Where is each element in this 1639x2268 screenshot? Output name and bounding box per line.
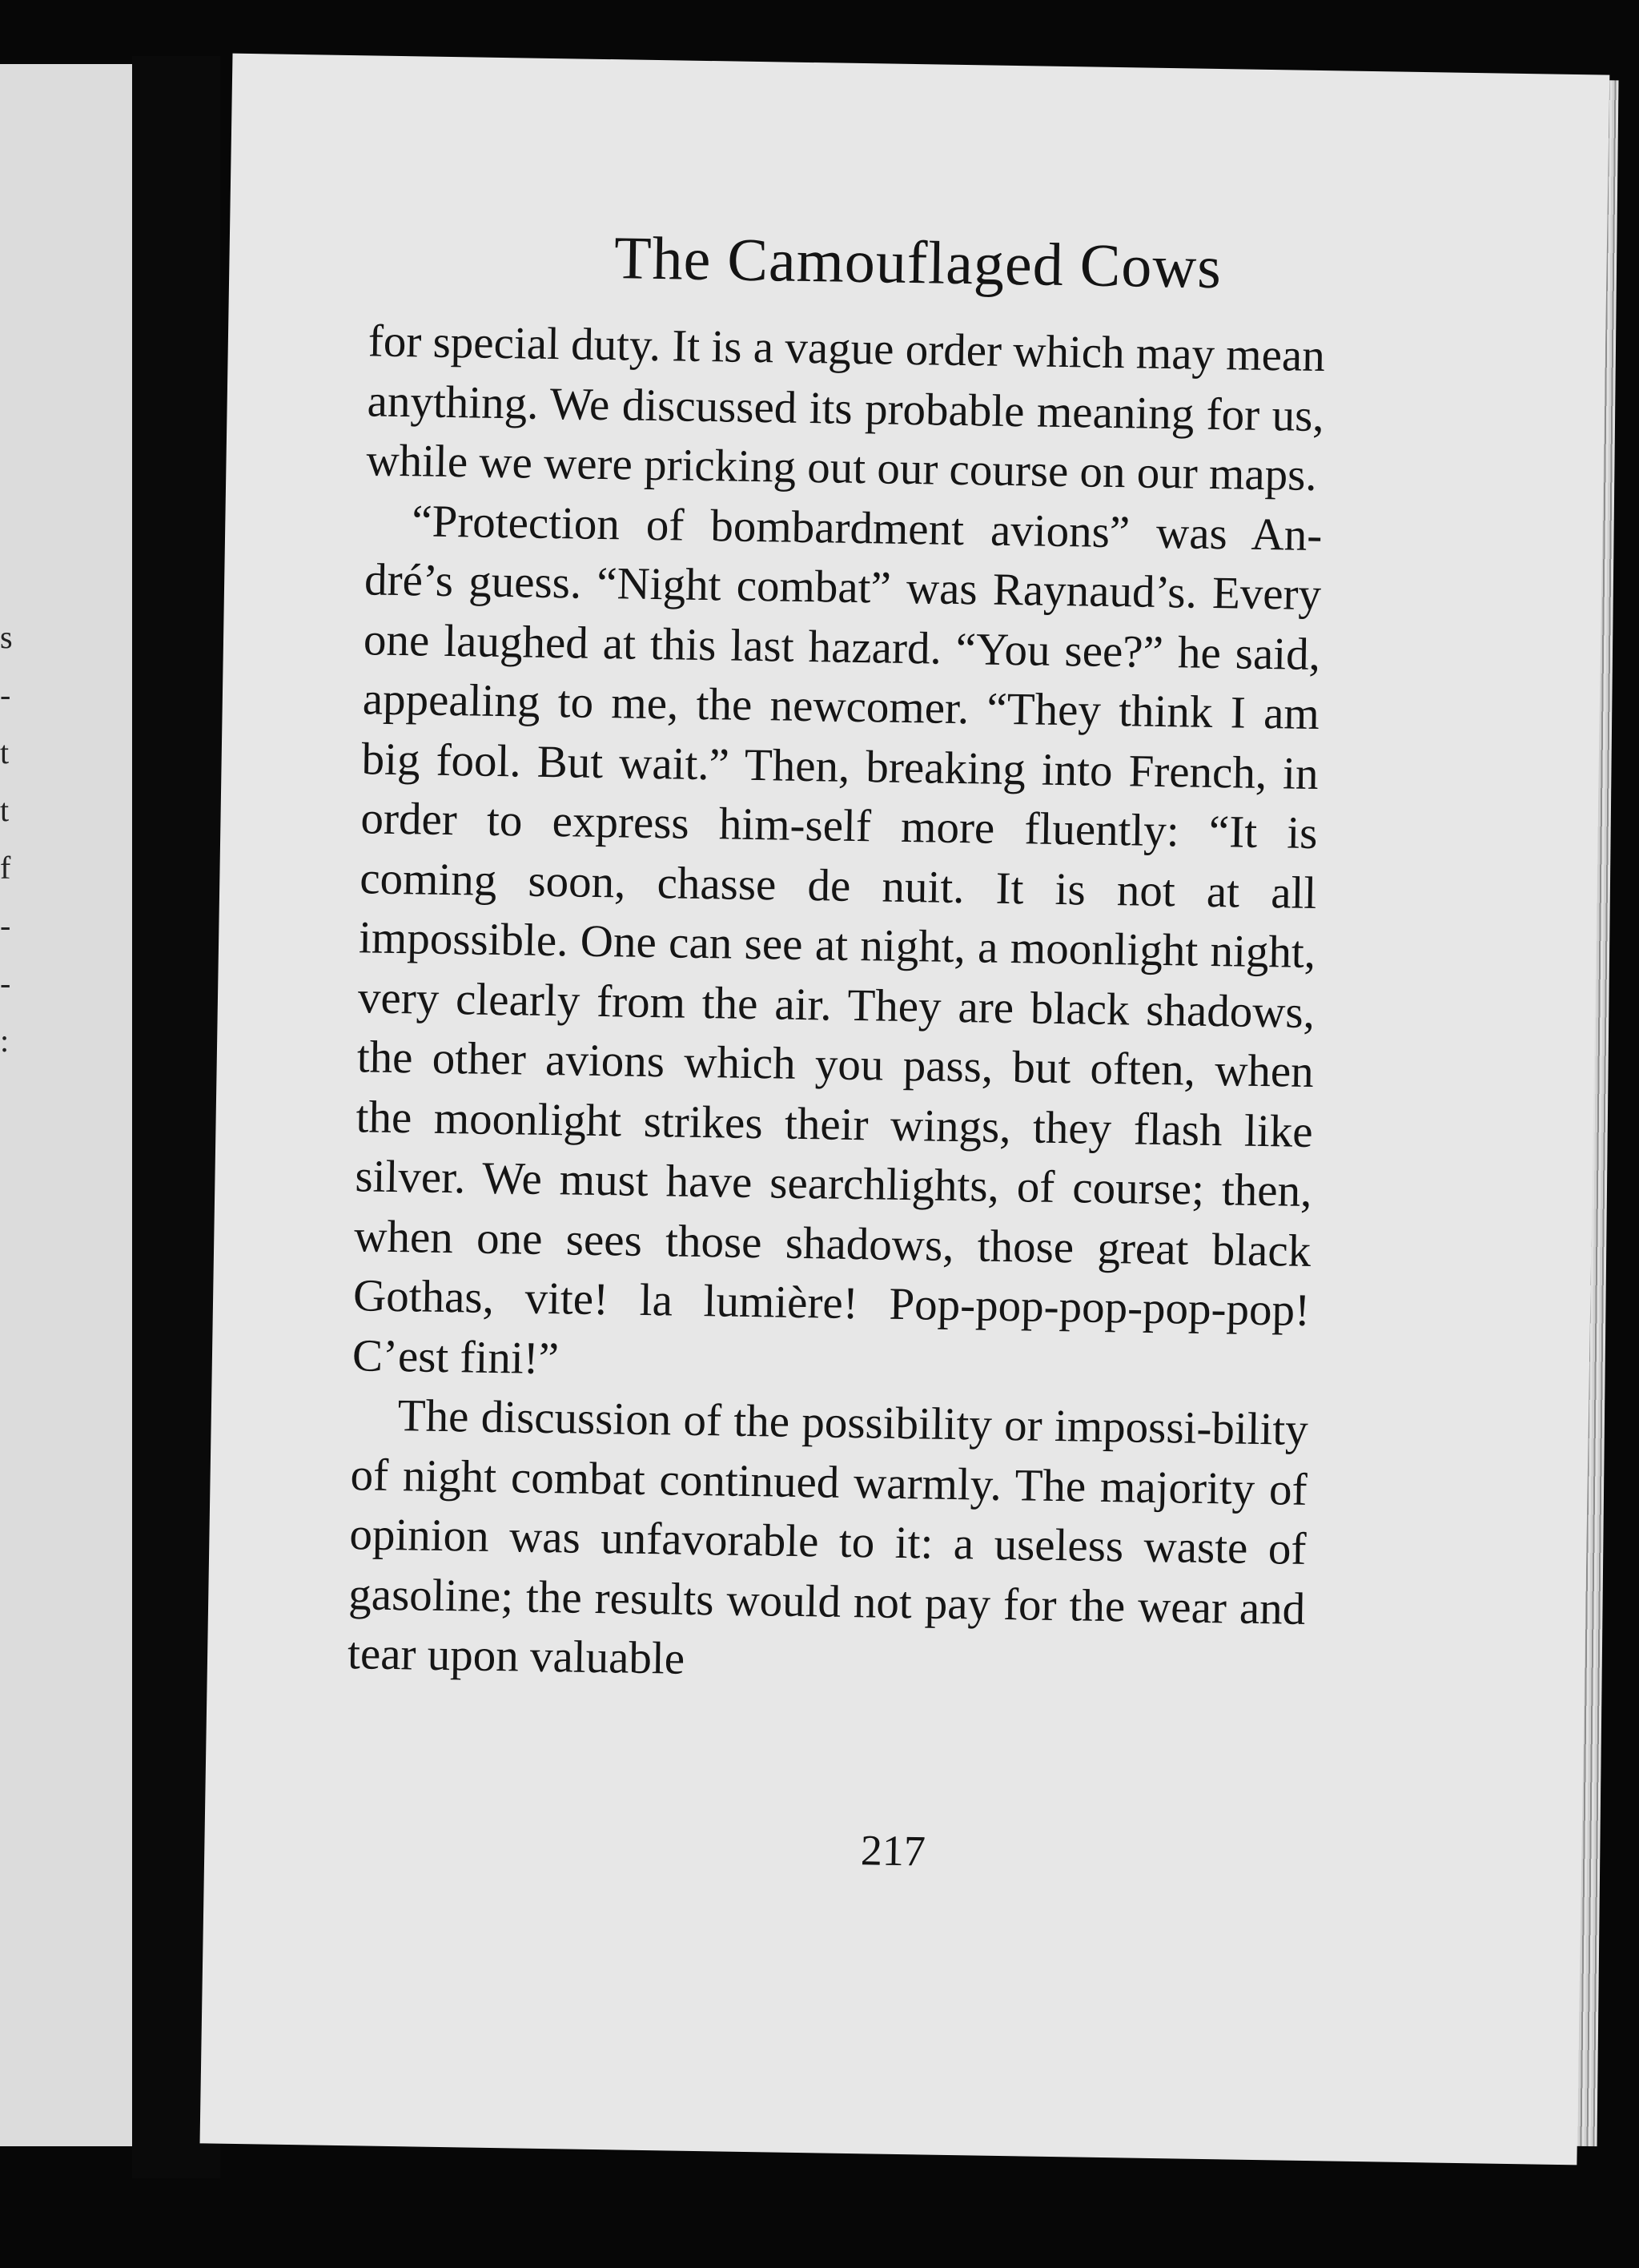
left-page-fragments <box>0 609 24 1070</box>
left-fragment: t <box>0 734 10 770</box>
left-fragment: - <box>0 965 11 1001</box>
page-number: 217 <box>860 1826 926 1876</box>
paragraph-discussion: The discussion of the possibility or impossi-bility of night combat continued warmly. The majority of opinion was unfavorable to it: a useless waste of gasoline; the results would not pay for the wear and tear upon valuable <box>347 1390 1309 1684</box>
paragraph-dialogue: “Protection of bombardment avions” was An-dré’s guess. “Night combat” was Raynaud’s. Every one laughed at this last hazard. “You see?” he said, appealing to me, the newcomer. “They think I am big fool. But wait.” Then, breaking into French, in order to express him-self more fluently: “It is coming soon, chasse de nuit. It is not at all impossible. One can see at night, a moonlight night, very clearly from the air. They are black shadows, the other avions which you pass, but often, when the moonlight strikes their wings, they flash like silver. We must have searchlights, of course; then, when one sees those shadows, those great black Gothas, vite! la lumière! Pop-pop-pop-pop-pop! C’est fini!” <box>352 495 1323 1384</box>
paragraph-continuation: for special duty. It is a vague order which may mean anything. We discussed its probable meaning for us, while we were pricking out our course on our maps. <box>366 316 1326 501</box>
left-page-edge <box>0 64 132 2146</box>
left-fragment: : <box>0 1023 10 1059</box>
left-fragment: - <box>0 677 11 713</box>
left-fragment: s <box>0 619 13 655</box>
body-text <box>347 312 1326 1699</box>
left-fragment: - <box>0 907 11 943</box>
right-page <box>200 54 1610 2165</box>
running-head: The Camouflaged Cows <box>613 224 1223 302</box>
left-fragment: t <box>0 792 10 828</box>
left-fragment: f <box>0 850 11 886</box>
